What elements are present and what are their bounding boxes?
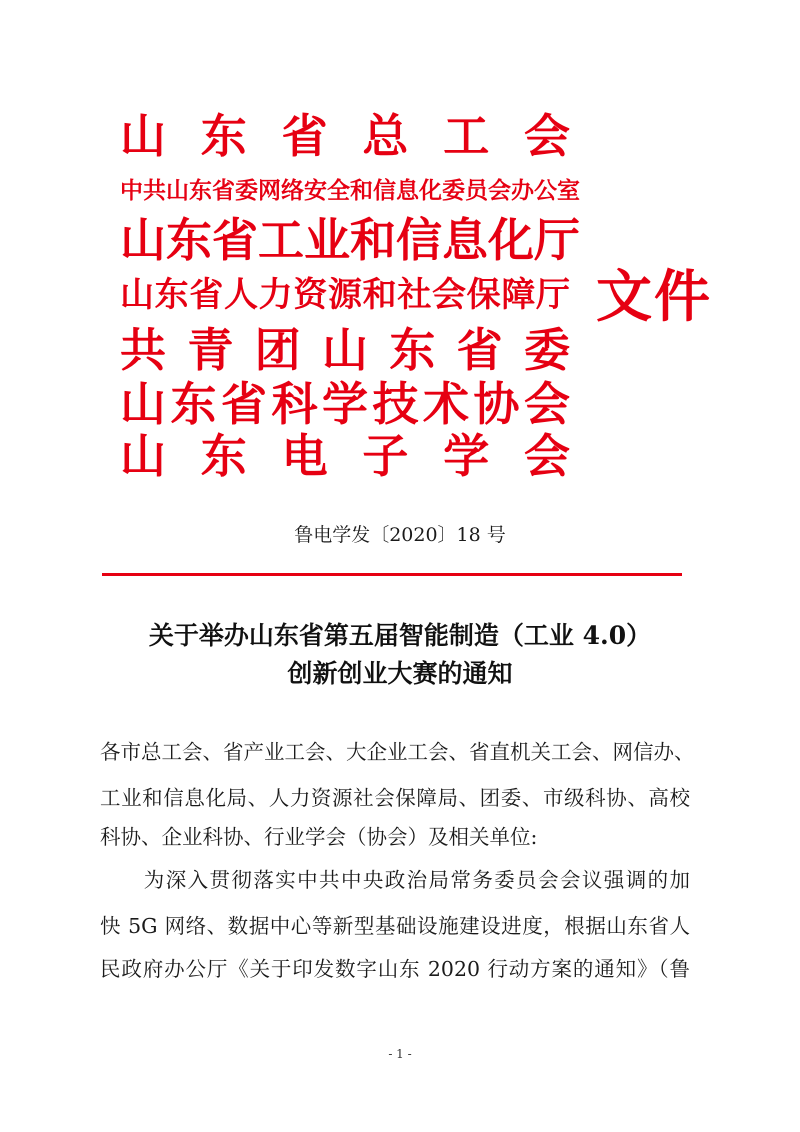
issuer-line: 山东省人力资源和社会保障厅	[120, 275, 570, 315]
issuer-line: 山东省科学技术协会	[120, 377, 570, 431]
issuer-line: 山东省工业和信息化厅	[120, 213, 580, 267]
issuer-line: 山东电子学会	[120, 429, 570, 483]
issuer-line: 共青团山东省委	[120, 323, 570, 377]
document-suffix: 文件	[596, 264, 712, 330]
issuer-line: 中共山东省委网络安全和信息化委员会办公室	[120, 177, 580, 204]
body-line: 各市总工会、省产业工会、大企业工会、省直机关工会、网信办、	[100, 740, 695, 764]
body-line: 科协、企业科协、行业学会（协会）及相关单位:	[100, 825, 538, 849]
document-number: 鲁电学发〔2020〕18 号	[294, 524, 506, 546]
issuer-line: 山东省总工会	[120, 109, 570, 163]
title-line-1: 关于举办山东省第五届智能制造（工业 4.0）	[148, 621, 652, 650]
red-divider	[102, 573, 682, 576]
title-line-2: 创新创业大赛的通知	[287, 659, 513, 688]
body-line: 民政府办公厅《关于印发数字山东 2020 行动方案的通知》（鲁	[100, 957, 690, 981]
body-line: 工业和信息化局、人力资源社会保障局、团委、市级科协、高校	[100, 786, 690, 810]
body-line: 快 5G 网络、数据中心等新型基础设施建设进度，根据山东省人	[100, 914, 690, 938]
body-line: 为深入贯彻落实中共中央政治局常务委员会会议强调的加	[100, 868, 690, 892]
page-number: - 1 -	[388, 1047, 412, 1061]
